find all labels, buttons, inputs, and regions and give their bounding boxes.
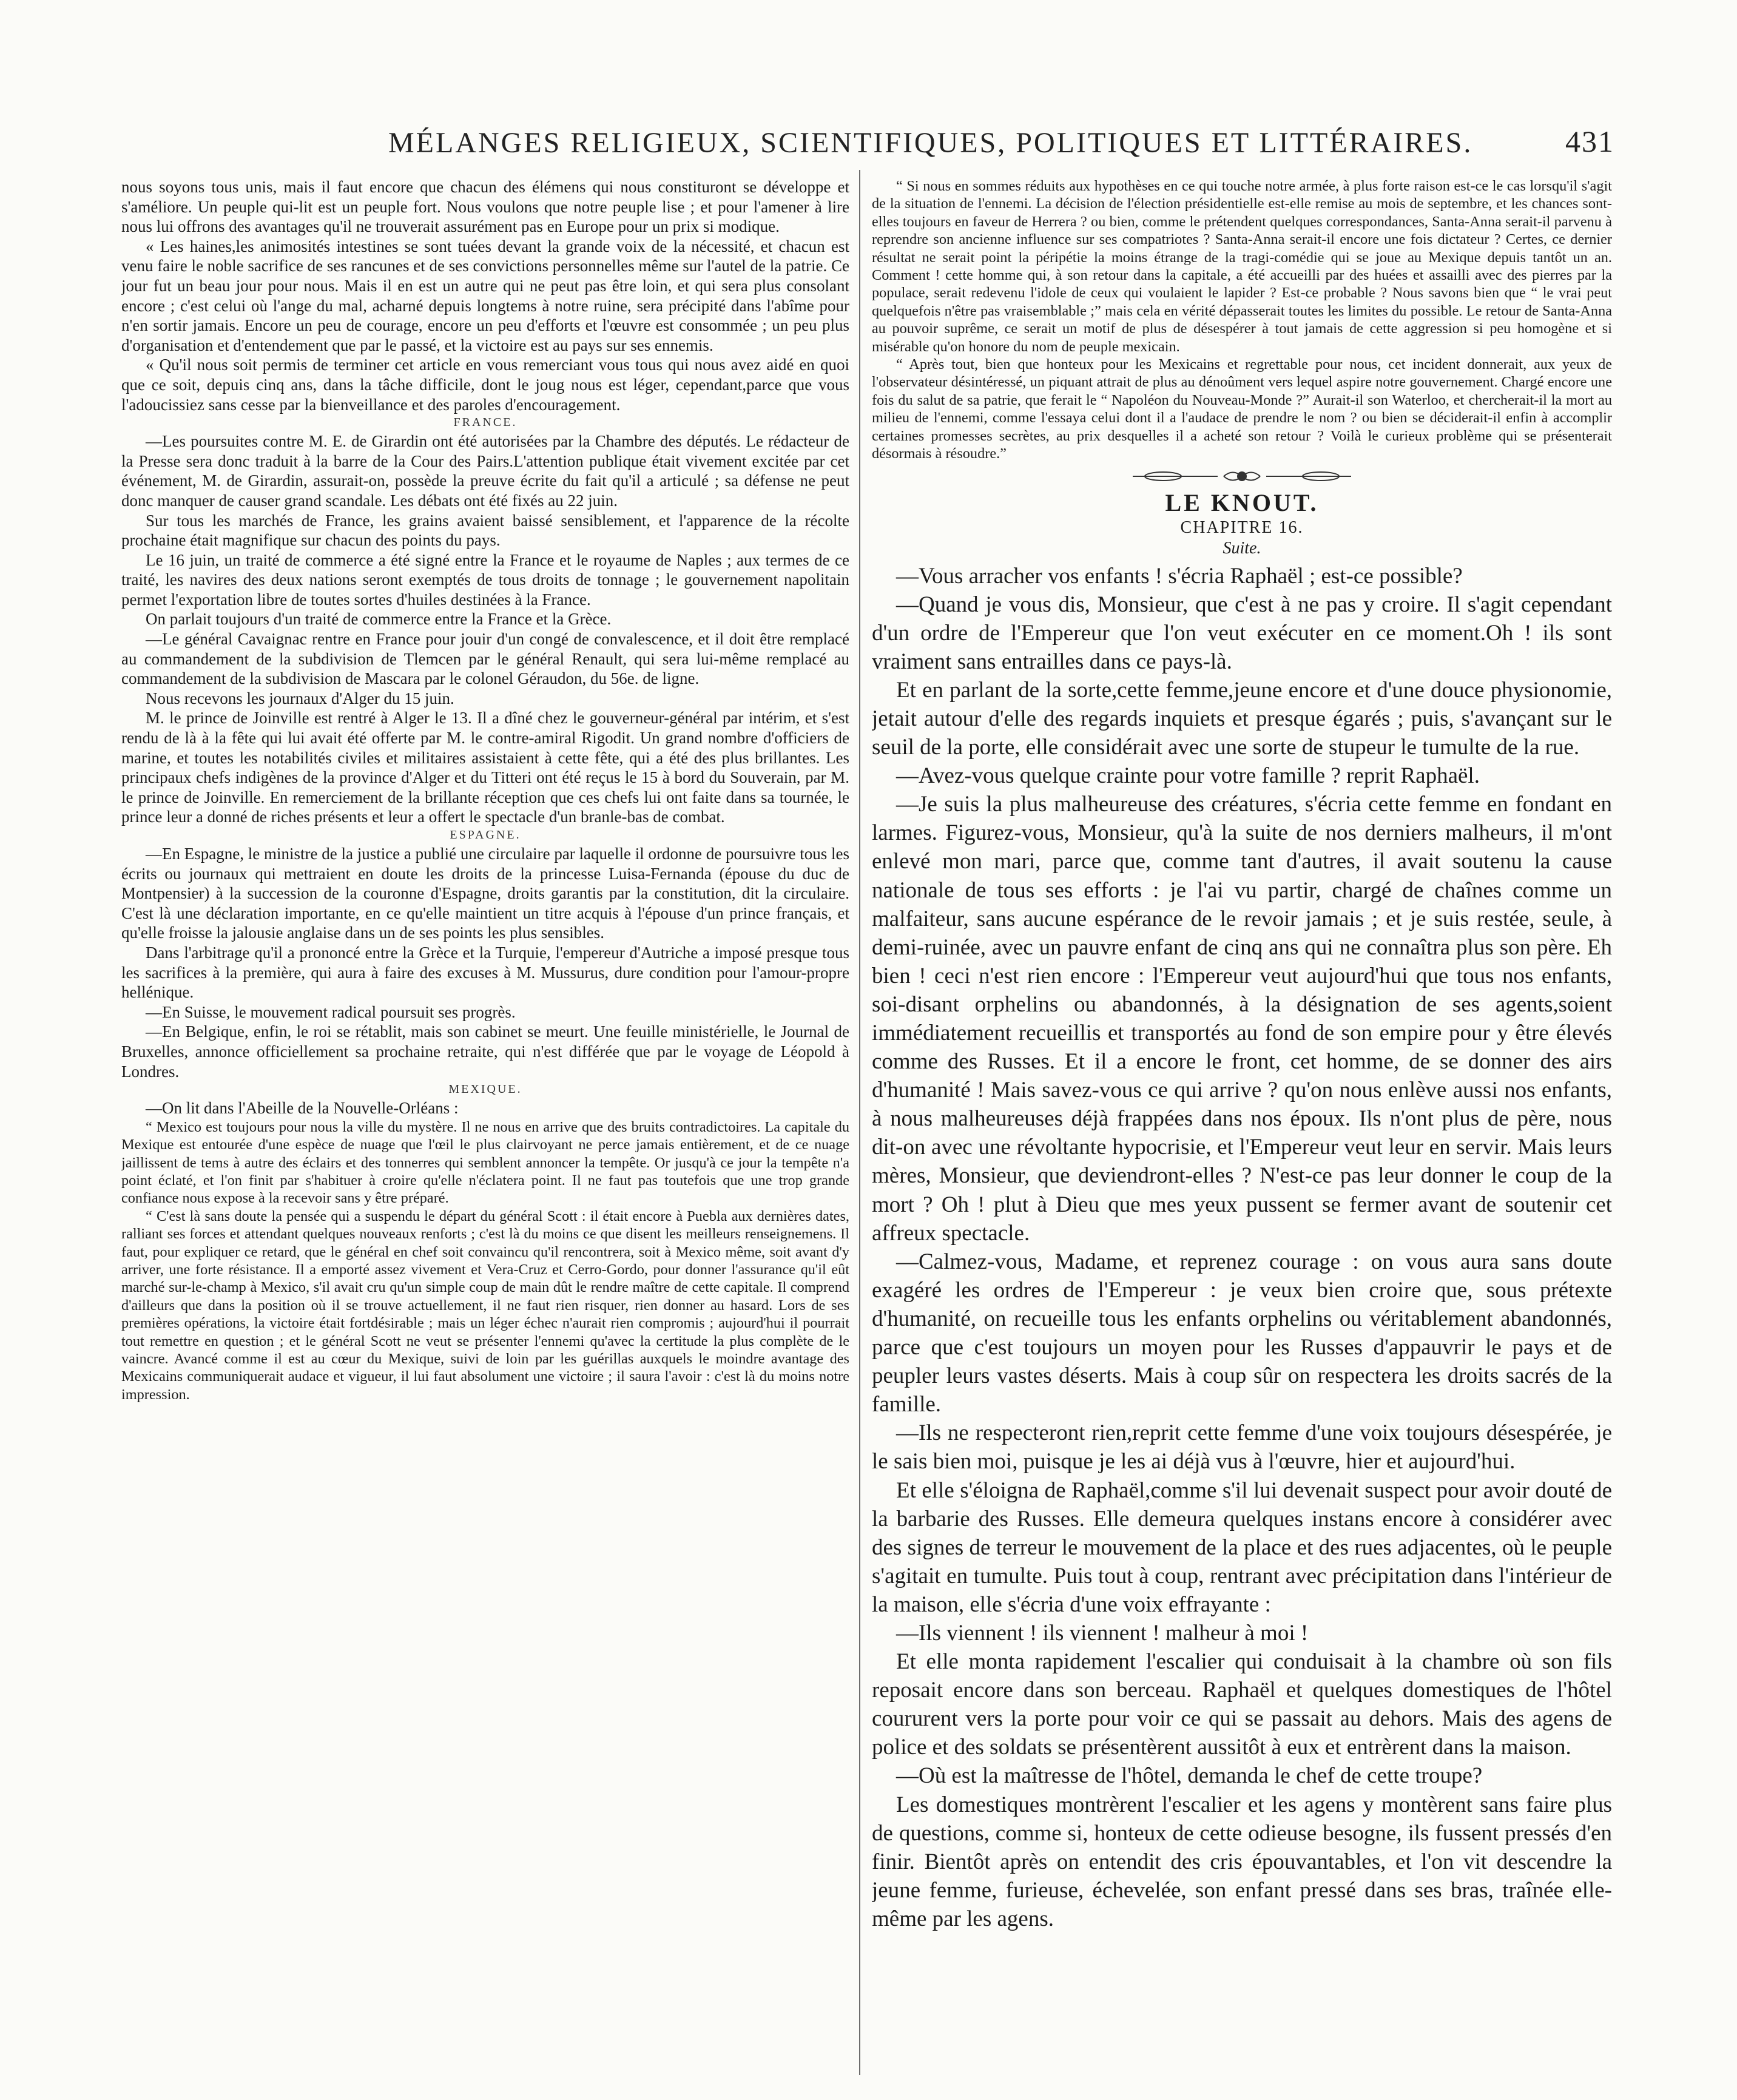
chapter-heading: CHAPITRE 16. (1180, 518, 1304, 537)
paragraph: —En Suisse, le mouvement radical poursuit ses progrès. (146, 1002, 516, 1021)
quoted-paragraph: “ Après tout, bien que honteux pour les Mexicains et regrettable pour nous, cet incident donnerait, aux yeux de l'observateur désintéressé, un piquant attrait de plus au dénoûment vers lequel aspire notre gouvernement. Chargé encore une fois du salut de sa patrie, que ferait le “ Napoléon du Nouveau-Monde ?” Aurait-il son Waterloo, et chercherait-il la mort au milieu de l'ennemi, comme l'essaya celui dont il a l'audace de prendre le nom ? ou bien se déciderait-il enfin à accomplir certaines promesses secrètes, au prix desquelles il a acheté son retour ? Voilà le curieux problème qui se présenterait désormais à résoudre.” (872, 356, 1612, 462)
paragraph: On parlait toujours d'un traité de commerce entre la France et la Grèce. (146, 610, 612, 629)
paragraph: Le 16 juin, un traité de commerce a été signé entre la France et le royaume de Naples ; aux termes de ce traité, les navires des deux nations seront exemptés de tous droits de tonnage ; le gouvernement napolitain permet l'exportation libre de toutes sortes d'huiles destinées à la France. (121, 550, 849, 609)
ornament-icon (1127, 467, 1357, 485)
quoted-paragraph: “ C'est là sans doute la pensée qui a suspendu le départ du général Scott : il était encore à Puebla aux dernières dates, ralliant ses forces et attendant quelques nouveaux renforts ; c'est là du moins ce que disent les meilleurs renseignemens. Il faut, pour expliquer ce retard, que le général en chef soit convaincu qu'il rencontrera, soit à Mexico même, soit avant d'y arriver, une forte résistance. Il a emporté assez vivement et Vera-Cruz et Cerro-Gordo, pour donner l'assurance qu'il eût marché sur-le-champ à Mexico, s'il avait cru qu'un simple coup de main dût le rendre maître de cette capitale. Il comprend d'ailleurs que dans la position où il se trouve actuellement, il ne faut rien risquer, rien donner au hasard. Lors de ses premières opérations, la victoire était fortdésirable ; mais un léger échec n'aurait rien compromis ; aujourd'hui il pourrait tout remettre en question ; et le général Scott ne veut se présenter l'ennemi qu'avec la certitude la plus complète de le vaincre. Avancé comme il est au cœur du Mexique, suivi de loin par les guérillas auxquels le moindre avantage des Mexicains communiquerait audace et vigueur, il lui faut absolument une victoire ; il saura l'avoir : c'est là du moins notre impression. (121, 1207, 849, 1403)
chapter-subtitle: Suite. (1223, 538, 1261, 558)
paragraph: M. le prince de Joinville est rentré à Alger le 13. Il a dîné chez le gouverneur-général par intérim, et s'est rendu de là à la fête qui lui avait été offerte par M. le contre-amiral Rigodit. Un grand nombre d'officiers de marine, et toutes les notabilités civiles et militaires assistaient à cette fête, qui a été des plus brillantes. Les principaux chefs indigènes de la province d'Alger et du Titteri ont été reçus le 15 à bord du Souverain, par M. le prince de Joinville. En remerciement de la brillante réception que ces chefs lui ont faite dans sa tournée, le prince leur a donné de riches présents et leur a offert le spectacle d'un branle-bas de combat. (121, 709, 849, 826)
paragraph: Sur tous les marchés de France, les grains avaient baissé sensiblement, et l'apparence de la récolte prochaine était magnifique sur chacun des points du pays. (121, 511, 849, 550)
section-heading-espagne: ESPAGNE. (450, 828, 521, 842)
left-column (121, 177, 849, 2076)
paragraph: —Ils ne respecteront rien,reprit cette femme d'une voix toujours désespérée, je le sais bien moi, puisque je les ai déjà vus à l'œuvre, hier et aujourd'hui. (872, 1420, 1612, 1474)
paragraph: —En Belgique, enfin, le roi se rétablit, mais son cabinet se meurt. Une feuille ministérielle, le Journal de Bruxelles, annonce officiellement sa prochaine retraite, qui n'est différée que par le voyage de Léopold à Londres. (121, 1022, 849, 1081)
paragraph: Les domestiques montrèrent l'escalier et les agens y montèrent sans faire plus de questions, comme si, honteux de cette odieuse besogne, ils fussent pressés d'en finir. Bientôt après on entendit des cris épouvantables, et l'on vit descendre la jeune femme, furieuse, échevelée, son enfant pressé dans ses bras, traînée elle-même par les agens. (872, 1792, 1612, 1931)
paragraph: —Les poursuites contre M. E. de Girardin ont été autorisées par la Chambre des députés. Le rédacteur de la Presse sera donc traduit à la barre de la Cour des Pairs.L'attention publique était vivement excitée par cet événement, M. de Girardin, assurait-on, possède la preuve écrite du fait qu'il a articulé ; sa défense ne peut donc manquer de causer grand scandale. Les débats ont été fixés au 22 juin. (121, 432, 849, 510)
paragraph: —Vous arracher vos enfants ! s'écria Raphaël ; est-ce possible? (896, 563, 1463, 589)
paragraph: « Les haines,les animosités intestines se sont tuées devant la grande voix de la nécessité, et chacun est venu faire le noble sacrifice de ses rancunes et de ses convictions personnelles même sur l'autel de la patrie. Ce jour fut un beau jour pour nous. Mais il en est un autre qui ne peut pas être loin, et qui sera plus consolant encore ; c'est celui où l'ange du mal, acharné depuis longtems à notre ruine, sera précipité dans l'abîme pour n'en sortir jamais. Encore un peu de courage, encore un peu d'efforts et l'œuvre est consommée ; un peu plus d'organisation et d'entendement que par le passé, et la victoire est au pays sur ses ennemis. (121, 237, 849, 354)
paragraph: Et en parlant de la sorte,cette femme,jeune encore et d'une douce physionomie, jetait autour d'elle des regards inquiets et presque égarés ; puis, s'avançant sur le seuil de la porte, elle considérait avec une sorte de stupeur le tumulte de la rue. (872, 677, 1612, 760)
paragraph: —Ils viennent ! ils viennent ! malheur à moi ! (896, 1620, 1309, 1646)
page-number: 431 (1565, 124, 1614, 158)
source-line: —On lit dans l'Abeille de la Nouvelle-Orléans : (146, 1099, 459, 1118)
section-heading-mexique: MEXIQUE. (448, 1082, 522, 1096)
story-title: LE KNOUT. (1165, 488, 1319, 516)
paragraph: Et elle monta rapidement l'escalier qui conduisait à la chambre où son fils reposait encore dans son berceau. Raphaël et quelques domestiques de l'hôtel coururent vers la porte pour voir ce qui se passait au dehors. Mais des agens de police et des soldats se présentèrent aussitôt à eux et entrèrent dans la maison. (872, 1649, 1612, 1760)
paragraph: Nous recevons les journaux d'Alger du 15 juin. (146, 689, 454, 707)
paragraph: —En Espagne, le ministre de la justice a publié une circulaire par laquelle il ordonne de poursuivre tous les écrits ou journaux qui mettraient en doute les droits de la princesse Luisa-Fernanda (épouse du duc de Montpensier) à la succession de la couronne d'Espagne, droits garantis par la constitution, dit la circulaire. C'est là une déclaration importante, en ce qu'elle maintient un titre acquis à l'épouse d'un prince français, et qu'elle froisse la jalousie anglaise dans un de ses points les plus sensibles. (121, 845, 849, 942)
paragraph: —Je suis la plus malheureuse des créatures, s'écria cette femme en fondant en larmes. Figurez-vous, Monsieur, qu'à la suite de nos derniers malheurs, il m'ont enlevé mon mari, parce que, comme tant d'autres, il avait soutenu la cause nationale de tous ses efforts : je l'ai vu partir, chargé de chaînes comme un malfaiteur, sans aucune espérance de le revoir jamais ; et je suis restée, seule, à demi-ruinée, avec un pauvre enfant de cinq ans qui ne connaîtra plus son père. Eh bien ! ceci n'est rien encore : l'Empereur veut aujourd'hui que tous nos enfants, soi-disant orphelins ou abandonnés, à la désignation de ses agents,soient immédiatement recueillis et transportés au fond de son empire pour y être élevés comme des Russes. Et il a encore le front, cet homme, de se donner des airs d'humanité ! Mais savez-vous ce qui arrive ? qu'on nous enlève aussi nos enfants, à nous malheureuses déjà frappées dans nos époux. Ils n'ont plus de père, nous dit-on avec une révoltante hypocrisie, et l'Empereur veut leur en servir. Mais leurs mères, Monsieur, que deviendront-elles ? N'est-ce pas leur donner le coup de la mort ? Oh ! plut à Dieu que mes yeux pussent se fermer avant de soutenir cet affreux spectacle. (872, 792, 1612, 1246)
section-heading-france: FRANCE. (453, 416, 518, 430)
paragraph: —Calmez-vous, Madame, et reprenez courage : on vous aura sans doute exagéré les ordres de l'Empereur : je veux bien croire que, sous prétexte d'humanité, on recueille tous les enfants orphelins ou véritablement abandonnés, parce que c'est toujours un moyen pour les Russes d'appauvrir le pays et de peupler leurs vastes déserts. Mais à coup sûr on respectera les droits sacrés de la famille. (872, 1249, 1612, 1417)
ornamental-divider (872, 467, 1612, 486)
paragraph: nous soyons tous unis, mais il faut encore que chacun des élémens qui nous constituront se développe et s'améliore. Un peuple qui-lit est un peuple fort. Nous voulons que notre peuple lise ; et pour l'amener à lire nous lui offrons des avantages qu'il ne trouverait assurément pas en Europe pour un prix si modique. (121, 178, 849, 236)
quoted-paragraph: “ Mexico est toujours pour nous la ville du mystère. Il ne nous en arrive que des bruits contradictoires. La capitale du Mexique est entourée d'une espèce de nuage que l'œil le plus clairvoyant ne perce jamais entièrement, et de ce nuage jaillissent de tems à autre des éclairs et des tonnerres qui semblent annoncer la tempête. Or jusqu'à ce jour la tempête n'a point éclaté, et l'on finit par s'habituer à croire qu'elle n'éclatera point. Il ne faut pas toutefois que une trop grande confiance nous expose à la recevoir sans y être préparé. (121, 1118, 849, 1207)
column-divider (859, 170, 860, 2075)
paragraph: —Où est la maîtresse de l'hôtel, demanda le chef de cette troupe? (896, 1763, 1483, 1789)
quoted-paragraph: “ Si nous en sommes réduits aux hypothèses en ce qui touche notre armée, à plus forte raison est-ce le cas lorsqu'il s'agit de la situation de l'ennemi. La décision de l'élection présidentielle est-elle remise au mois de septembre, et les chances sont-elles toujours en faveur de Herrera ? ou bien, comme le prétendent quelques correspondances, Santa-Anna serait-il parvenu à reprendre son ancienne influence sur ses compatriotes ? Santa-Anna serait-il encore une fois dictateur ? Certes, ce dernier résultat ne serait point la péripétie la moins étrange de la tragi-comédie qui se joue au Mexique depuis tantôt un an. Comment ! cette homme qui, à son retour dans la capitale, a été accueilli par des huées et assailli avec des pierres par la populace, serait redevenu l'idole de ceux qui voulaient le lapider ? Est-ce probable ? Nous savons bien que “ le vrai peut quelquefois n'être pas vraisemblable ;” mais cela en vérité dépasserait toutes les limites du possible. Le retour de Santa-Anna au pouvoir suprême, ce serait un motif de plus de désespérer à tout jamais de cette aggression si peu homogène et si misérable qu'on honore du nom de peuple mexicain. (872, 178, 1612, 355)
paragraph: Et elle s'éloigna de Raphaël,comme s'il lui devenait suspect pour avoir douté de la barbarie des Russes. Elle demeura quelques instans encore à considérer avec des signes de terreur le mouvement de la place et des rues adjacentes, où le peuple s'agitait en tumulte. Puis tout à coup, rentrant avec précipitation dans l'intérieur de la maison, elle s'écria d'une voix effrayante : (872, 1477, 1612, 1617)
paragraph: —Avez-vous quelque crainte pour votre famille ? reprit Raphaël. (896, 763, 1480, 789)
paragraph: Dans l'arbitrage qu'il a prononcé entre la Grèce et la Turquie, l'empereur d'Autriche a imposé presque tous les sacrifices à la première, qui aura à faire des excuses à M. Mussurus, dure condition pour l'amour-propre hellénique. (121, 943, 849, 1002)
page-header (0, 115, 1737, 164)
right-column (872, 177, 1612, 2076)
running-title: MÉLANGES RELIGIEUX, SCIENTIFIQUES, POLITIQUES ET LITTÉRAIRES. (388, 127, 1473, 159)
paragraph: —Quand je vous dis, Monsieur, que c'est à ne pas y croire. Il s'agit cependant d'un ordre de l'Empereur que l'on veut exécuter en ce moment.Oh ! ils sont vraiment sans entrailles dans ce pays-là. (872, 592, 1612, 674)
paragraph: « Qu'il nous soit permis de terminer cet article en vous remerciant vous tous qui nous avez aidé en quoi que ce soit, depuis cinq ans, dans la tâche difficile, dont le joug nous est léger, cependant,parce que vous l'adoucissiez sans cesse par la bienveillance et des paroles d'encouragement. (121, 356, 849, 414)
paragraph: —Le général Cavaignac rentre en France pour jouir d'un congé de convalescence, et il doit être remplacé au commandement de la subdivision de Tlemcen par le général Renault, qui sera lui-même remplacé au commandement de la subdivision de Mascara par le colonel Géraudon, du 56e. de ligne. (121, 630, 849, 688)
